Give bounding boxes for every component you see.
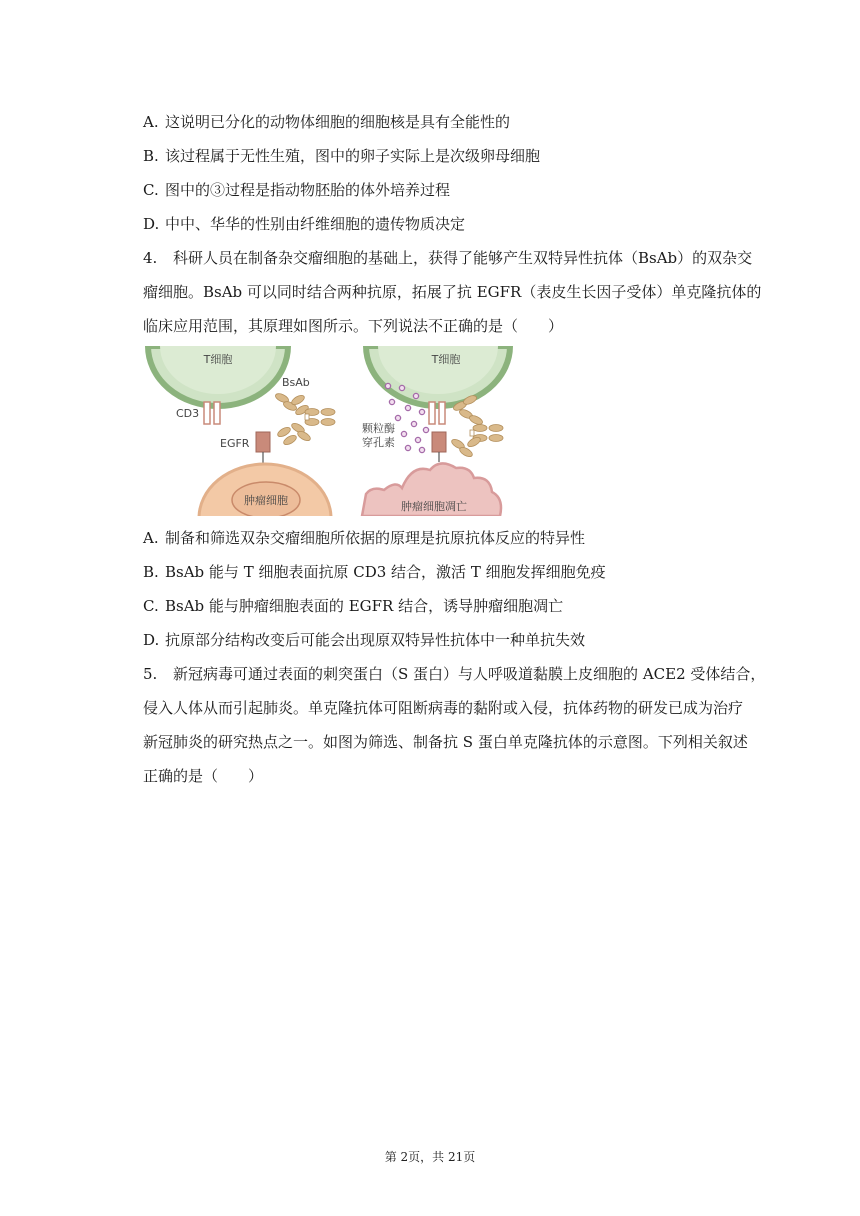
bsab-antibody-right-3 — [450, 435, 482, 458]
left-tumor-cell — [199, 464, 331, 516]
page-footer: 第 2页，共 21页 — [384, 1150, 476, 1164]
q4-option-c — [143, 596, 763, 616]
egfr-receptor-left — [256, 432, 270, 452]
q4-option-d — [143, 630, 763, 650]
option-letter: D. — [143, 215, 160, 233]
option-text: 这说明已分化的动物体细胞的细胞核是具有全能性的 — [165, 113, 511, 131]
option-letter: D. — [143, 631, 160, 649]
q5-stem-line-1 — [143, 664, 766, 684]
option-letter: C. — [143, 181, 159, 199]
bsab-antibody-left-3 — [276, 421, 312, 446]
egfr-label: EGFR — [220, 437, 250, 450]
question-text: 科研人员在制备杂交瘤细胞的基础上，获得了能够产生双特异性抗体（BsAb）的双杂交 — [173, 249, 753, 267]
bsab-antibody-left-1 — [274, 392, 310, 417]
option-text: 中中、华华的性别由纤维细胞的遗传物质决定 — [165, 215, 466, 233]
option-letter: A. — [143, 113, 159, 131]
right-t-cell-label: T细胞 — [431, 353, 461, 366]
cd3-label: CD3 — [176, 407, 200, 420]
left-tumor-label: 肿瘤细胞 — [244, 494, 288, 507]
q3-option-b — [143, 146, 763, 166]
bsab-mechanism-figure — [140, 346, 520, 516]
bsab-antibody-left-2 — [305, 409, 335, 426]
perforin-label: 穿孔素 — [362, 436, 395, 449]
option-letter: A. — [143, 529, 159, 547]
q5-stem-line-3: 新冠肺炎的研究热点之一。如图为筛选、制备抗 S 蛋白单克隆抗体的示意图。下列相关叙述 — [143, 733, 748, 751]
q4-stem-line-3: 临床应用范围，其原理如图所示。下列说法不正确的是（ ） — [143, 317, 564, 335]
q3-option-d — [143, 214, 763, 234]
q4-stem-line-1 — [143, 248, 763, 268]
option-text: BsAb 能与肿瘤细胞表面的 EGFR 结合，诱导肿瘤细胞凋亡 — [165, 597, 564, 615]
bsab-label: BsAb — [282, 376, 310, 389]
option-letter: B. — [143, 147, 159, 165]
option-text: 图中的③过程是指动物胚胎的体外培养过程 — [165, 181, 451, 199]
q5-stem-line-4: 正确的是（ ） — [143, 767, 264, 785]
option-letter: C. — [143, 597, 159, 615]
q4-stem-line-2: 瘤细胞。BsAb 可以同时结合两种抗原，拓展了抗 EGFR（表皮生长因子受体）单克隆抗体的 — [143, 283, 762, 301]
question-number: 4. — [143, 249, 158, 267]
egfr-receptor-right — [432, 432, 446, 452]
question-text: 新冠病毒可通过表面的刺突蛋白（S 蛋白）与人呼吸道黏膜上皮细胞的 ACE2 受体结合， — [173, 665, 766, 683]
option-text: 该过程属于无性生殖，图中的卵子实际上是次级卵母细胞 — [165, 147, 541, 165]
option-text: 制备和筛选双杂交瘤细胞所依据的原理是抗原抗体反应的特异性 — [165, 529, 586, 547]
q3-option-c — [143, 180, 763, 200]
q3-option-a — [143, 112, 763, 132]
option-text: BsAb 能与 T 细胞表面抗原 CD3 结合，激活 T 细胞发挥细胞免疫 — [165, 563, 606, 581]
question-number: 5. — [143, 665, 158, 683]
left-t-cell-label: T细胞 — [203, 353, 233, 366]
granzyme-label: 颗粒酶 — [362, 422, 395, 435]
q4-option-b — [143, 562, 763, 582]
right-tumor-label: 肿瘤细胞凋亡 — [401, 500, 467, 513]
q5-stem-line-2: 侵入人体从而引起肺炎。单克隆抗体可阻断病毒的黏附或入侵，抗体药物的研发已成为治疗 — [143, 699, 744, 717]
option-text: 抗原部分结构改变后可能会出现原双特异性抗体中一种单抗失效 — [165, 631, 586, 649]
figure-svg — [140, 346, 520, 516]
option-letter: B. — [143, 563, 159, 581]
q4-option-a — [143, 528, 763, 548]
